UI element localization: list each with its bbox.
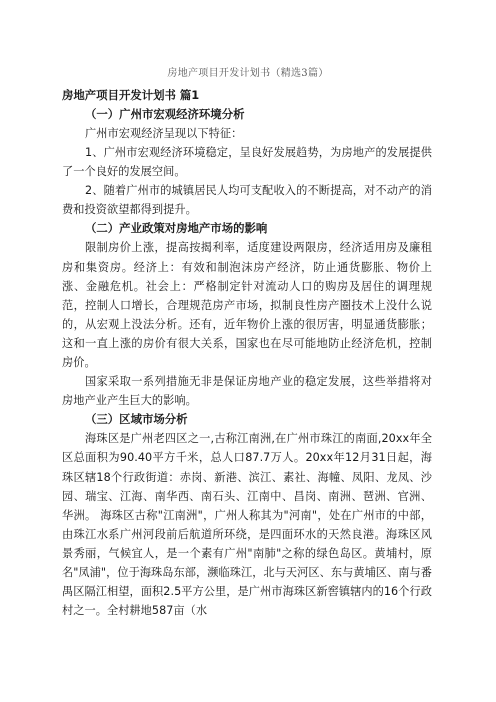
paragraph: 2、随着广州市的城镇居民人均可支配收入的不断提高，对不动产的消费和投资欲望都得到提升。 — [62, 184, 432, 217]
document-body — [62, 86, 432, 620]
paragraph: 限制房价上涨，提高按揭利率，适度建设两限房，经济适用房及廉租房和集资房。经济上：有效和制泡沫房产经济，防止通货膨胀、物价上涨、金融危机。社会上：严格制定针对流动人口的购房及居住的调理规范，控制人口增长，合理规范房产市场，拟制良性房产圈技术上没什么说的，从宏观上没法分析。还有，近年物价上涨的很厉害，明显通货膨胀；这和一直上涨的房价有很大关系，国家也在尽可能地防止经济危机，控制房价。 — [62, 241, 432, 370]
section-heading: （一）广州市宏观经济环境分析 — [85, 107, 245, 121]
paragraph: 1、广州市宏观经济环境稳定，呈良好发展趋势，为房地产的发展提供了一个良好的发展空间。 — [62, 146, 432, 179]
paragraph: 国家采取一系列措施无非是保证房地产业的稳定发展，这些举措将对房地产业产生巨大的影响。 — [62, 375, 432, 408]
paragraph: 海珠区是广州老四区之一,古称江南洲,在广州市珠江的南面,20xx年全区总面积为90.40平方千米，总人口87.7万人。20xx年12月31日起，海珠区辖18个行政街道：赤岗、新港、滨江、素社、海幢、凤阳、龙凤、沙园、瑞宝、江海、南华西、南石头、江南中、昌岗、南洲、琶洲、官洲、华洲。 海珠区古称"江南洲"，广州人称其为"河南"，处在广州市的中部，由珠江水系广州河段前后航道所环绕，是四面环水的天然良港。海珠区风景秀丽，气候宜人，是一个素有广州"南肺"之称的绿色岛区。黄埔村，原名"凤浦"，位于海珠岛东部，濒临珠江，北与天河区、东与黄埔区、南与番禺区隔江相望，面积2.5平方公里，是广州市海珠区新窖镇辖内的16个行政村之一。全村耕地587亩（水 — [62, 432, 432, 618]
paragraph: 广州市宏观经济呈现以下特征： — [85, 127, 243, 140]
section-heading: （二）产业政策对房地产市场的影响 — [85, 221, 268, 236]
main-heading: 房地产项目开发计划书 篇1 — [62, 88, 200, 102]
section-heading: （三）区域市场分析 — [85, 412, 188, 427]
document-title: 房地产项目开发计划书（精选3篇） — [167, 68, 329, 79]
